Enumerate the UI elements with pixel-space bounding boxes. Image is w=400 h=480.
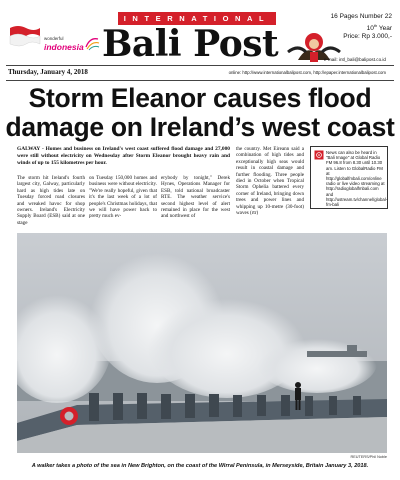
wonderful-label: wonderful (44, 36, 64, 41)
international-label: INTERNATIONAL (118, 12, 276, 25)
wonderful-indonesia-logo (44, 32, 102, 58)
price: Price: Rp 3.000,- (343, 33, 392, 41)
radio-info-box (310, 146, 388, 209)
year-label: Year (377, 24, 392, 32)
divider (6, 80, 394, 81)
headline-line-2: damage on Ireland’s west coast (5, 112, 395, 142)
storm-photo (17, 233, 387, 453)
article-column-3: erybody by tonight," Derek Hynes, Operations Manager for ESB, told national broadcaster RTE. The weather service's second highest level of alert remained in place for the west and northwest of (161, 175, 230, 220)
headline-line-1: Storm Eleanor causes flood (28, 83, 372, 113)
article-headline (0, 84, 400, 142)
garuda-swirl-icon (84, 35, 100, 51)
email-address[interactable]: e-mail: intl_bali@balipost.co.id (323, 57, 386, 62)
article-column-2: on Tuesday 150,000 homes and business were without electricity. "We're really hopeful, given that it's the last week of a lot of people's Christmas holidays, that we will have power back to pretty much ev- (89, 175, 157, 220)
photo-caption: A walker takes a photo of the sea in New Brighton, on the coast of the Wirral Peninsula, in Merseyside, Britain January 3, 2018. (31, 463, 369, 469)
year-number: 10 (366, 24, 374, 32)
indonesia-label: indonesia (44, 42, 84, 52)
pages-number: 16 Pages Number 22 (330, 13, 392, 20)
indonesia-flag-icon (8, 24, 42, 48)
online-links[interactable]: online: http://www.internationalbalipost.com, http://epaper.internationalbalipost.com (228, 70, 386, 75)
radio-info-text: News can also be heard in "Bali Image" at Global Radio FM 96.8 from 8.30 until 10.30 am. Listen to GlobalRadio FM at http://globalfmbali.com/online radio or live video streaming at http://radioglobalfmbali.com and http://ustream.tv/channel/global-fm-bali (326, 150, 388, 208)
article-lead: GALWAY - Homes and business on Ireland's west coast suffered flood damage and 27,000 were still without electricity on Wednesday after Storm Eleanor brought heavy rain and winds of up to 155 kilometres per hour. (17, 146, 230, 166)
year-suffix: th (373, 22, 378, 28)
radio-icon (314, 150, 324, 160)
issue-date: Thursday, January 4, 2018 (8, 68, 88, 76)
divider (6, 65, 394, 66)
brand-name: Bali Post (102, 23, 279, 65)
article-column-4: the country. Met Eireann said a combination of high tides and exceptionally high seas would result in coastal damage and further flooding. Three people died in October when Tropical Storm Ophelia battered every corner of Ireland, bringing down trees and power lines and whipping up 10-metre (30-foot) waves (rtr) (236, 146, 304, 217)
article-column-1: The storm hit Ireland's fourth largest city, Galway, particularly hard as high tides late on Tuesday forced road closures and wreaked havoc for shop owners. Ireland's Electricity Supply Board (ESB) said at one stage (17, 175, 85, 226)
photo-credit: REUTERS/Phil Noble (350, 455, 387, 459)
